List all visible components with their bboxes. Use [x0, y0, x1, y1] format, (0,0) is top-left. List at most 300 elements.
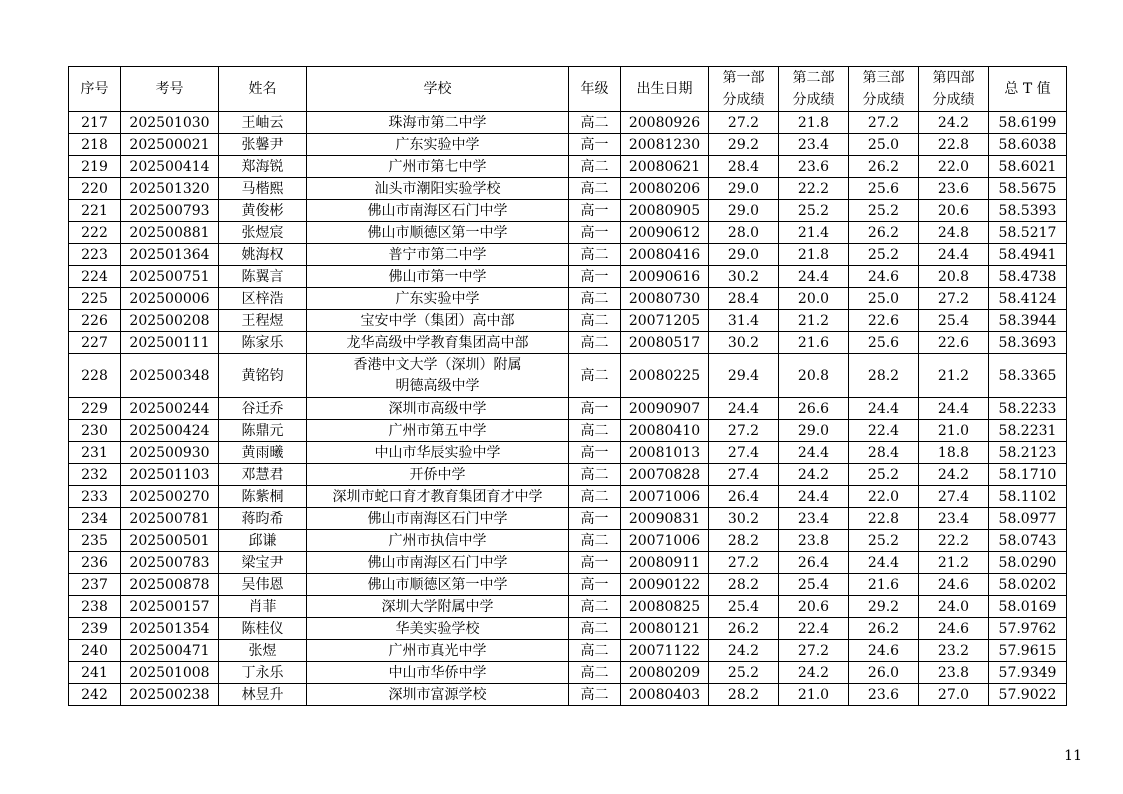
- cell-name: 区梓浩: [219, 288, 307, 310]
- table-row: [69, 200, 1067, 222]
- cell-part4-score: 22.0: [919, 156, 989, 178]
- school-name-line: 深圳市富源学校: [388, 686, 487, 703]
- cell-total-t: 58.0977: [989, 508, 1067, 530]
- cell-seq: 240: [69, 640, 121, 662]
- cell-grade: 高一: [569, 222, 621, 244]
- cell-total-t: 58.5217: [989, 222, 1067, 244]
- cell-birth-date: 20080209: [621, 662, 709, 684]
- cell-school: [307, 244, 569, 266]
- school-name-line: 广州市第五中学: [388, 422, 487, 439]
- cell-seq: 237: [69, 574, 121, 596]
- header-part4-line2: 分成绩: [932, 92, 975, 108]
- cell-total-t: 58.6038: [989, 134, 1067, 156]
- cell-grade: 高二: [569, 244, 621, 266]
- header-name: 姓名: [219, 67, 307, 112]
- school-name-line: 中山市华辰实验中学: [374, 444, 501, 461]
- cell-exam-no: 202500021: [121, 134, 219, 156]
- cell-birth-date: 20080730: [621, 288, 709, 310]
- cell-part4-score: 22.8: [919, 134, 989, 156]
- cell-part2-score: 25.2: [779, 200, 849, 222]
- school-name-line: 香港中文大学（深圳）附属: [353, 356, 522, 373]
- cell-part2-score: 24.4: [779, 442, 849, 464]
- cell-school: [307, 640, 569, 662]
- cell-total-t: 58.0169: [989, 596, 1067, 618]
- cell-part2-score: 20.0: [779, 288, 849, 310]
- cell-part4-score: 24.4: [919, 244, 989, 266]
- cell-birth-date: 20080621: [621, 156, 709, 178]
- cell-grade: 高二: [569, 332, 621, 354]
- cell-birth-date: 20071006: [621, 486, 709, 508]
- cell-birth-date: 20081230: [621, 134, 709, 156]
- cell-name: 邓慧君: [219, 464, 307, 486]
- school-name-line: 佛山市第一中学: [388, 268, 487, 285]
- cell-grade: 高二: [569, 530, 621, 552]
- cell-part1-score: 27.4: [709, 442, 779, 464]
- cell-name: 张煜宸: [219, 222, 307, 244]
- cell-part3-score: 25.6: [849, 332, 919, 354]
- cell-part4-score: 24.2: [919, 112, 989, 134]
- cell-seq: 236: [69, 552, 121, 574]
- table-row: [69, 178, 1067, 200]
- table-row: [69, 662, 1067, 684]
- cell-school: [307, 200, 569, 222]
- cell-exam-no: 202500208: [121, 310, 219, 332]
- cell-seq: 232: [69, 464, 121, 486]
- cell-part2-score: 21.8: [779, 112, 849, 134]
- cell-exam-no: 202500881: [121, 222, 219, 244]
- cell-grade: 高二: [569, 354, 621, 398]
- cell-part3-score: 24.6: [849, 266, 919, 288]
- school-name-line: 开侨中学: [409, 466, 466, 483]
- school-name-line: 佛山市顺德区第一中学: [367, 576, 508, 593]
- cell-seq: 227: [69, 332, 121, 354]
- cell-part3-score: 24.6: [849, 640, 919, 662]
- cell-part2-score: 21.2: [779, 310, 849, 332]
- cell-part1-score: 25.2: [709, 662, 779, 684]
- cell-grade: 高一: [569, 398, 621, 420]
- school-name-line: 广州市真光中学: [388, 642, 487, 659]
- cell-part4-score: 18.8: [919, 442, 989, 464]
- cell-part1-score: 29.0: [709, 244, 779, 266]
- cell-part4-score: 23.4: [919, 508, 989, 530]
- cell-grade: 高二: [569, 618, 621, 640]
- cell-part1-score: 27.2: [709, 552, 779, 574]
- cell-part2-score: 26.4: [779, 552, 849, 574]
- cell-name: 林昱升: [219, 684, 307, 706]
- cell-part4-score: 23.8: [919, 662, 989, 684]
- cell-exam-no: 202500111: [121, 332, 219, 354]
- cell-part2-score: 21.8: [779, 244, 849, 266]
- cell-part1-score: 28.2: [709, 684, 779, 706]
- cell-part2-score: 24.4: [779, 486, 849, 508]
- table-row: [69, 508, 1067, 530]
- cell-seq: 228: [69, 354, 121, 398]
- cell-school: [307, 332, 569, 354]
- cell-part4-score: 24.0: [919, 596, 989, 618]
- cell-total-t: 58.1710: [989, 464, 1067, 486]
- cell-birth-date: 20080121: [621, 618, 709, 640]
- header-part1-line1: 第一部: [722, 70, 765, 86]
- cell-grade: 高二: [569, 288, 621, 310]
- cell-birth-date: 20080825: [621, 596, 709, 618]
- cell-grade: 高二: [569, 684, 621, 706]
- cell-school: [307, 354, 569, 398]
- cell-exam-no: 202500781: [121, 508, 219, 530]
- header-part3-score: [849, 67, 919, 112]
- cell-total-t: 58.0202: [989, 574, 1067, 596]
- cell-name: 马楷熙: [219, 178, 307, 200]
- cell-name: 姚海权: [219, 244, 307, 266]
- table-row: [69, 288, 1067, 310]
- school-name-line: 深圳市高级中学: [388, 400, 487, 417]
- cell-part2-score: 23.4: [779, 134, 849, 156]
- table-row: [69, 574, 1067, 596]
- cell-part2-score: 23.6: [779, 156, 849, 178]
- cell-total-t: 58.3693: [989, 332, 1067, 354]
- cell-seq: 241: [69, 662, 121, 684]
- cell-school: [307, 530, 569, 552]
- cell-name: 陈鼎元: [219, 420, 307, 442]
- cell-birth-date: 20070828: [621, 464, 709, 486]
- cell-part1-score: 30.2: [709, 508, 779, 530]
- school-name-line: 广东实验中学: [395, 136, 480, 153]
- cell-part1-score: 31.4: [709, 310, 779, 332]
- cell-name: 黄俊彬: [219, 200, 307, 222]
- cell-part4-score: 20.8: [919, 266, 989, 288]
- cell-school: [307, 574, 569, 596]
- cell-part3-score: 25.0: [849, 134, 919, 156]
- table-row: [69, 640, 1067, 662]
- cell-name: 陈紫桐: [219, 486, 307, 508]
- cell-part3-score: 25.2: [849, 530, 919, 552]
- cell-part3-score: 23.6: [849, 684, 919, 706]
- cell-name: 邱谦: [219, 530, 307, 552]
- cell-birth-date: 20080206: [621, 178, 709, 200]
- cell-total-t: 58.2123: [989, 442, 1067, 464]
- school-name-line: 佛山市顺德区第一中学: [367, 224, 508, 241]
- cell-part3-score: 26.2: [849, 222, 919, 244]
- cell-part3-score: 25.0: [849, 288, 919, 310]
- cell-exam-no: 202500414: [121, 156, 219, 178]
- cell-school: [307, 420, 569, 442]
- cell-part4-score: 21.2: [919, 354, 989, 398]
- school-name-line: 珠海市第二中学: [388, 114, 487, 131]
- table-row: [69, 310, 1067, 332]
- cell-exam-no: 202500793: [121, 200, 219, 222]
- cell-part3-score: 26.0: [849, 662, 919, 684]
- cell-birth-date: 20080905: [621, 200, 709, 222]
- cell-part3-score: 24.4: [849, 552, 919, 574]
- cell-seq: 234: [69, 508, 121, 530]
- cell-part1-score: 28.2: [709, 574, 779, 596]
- cell-school: [307, 288, 569, 310]
- cell-name: 肖菲: [219, 596, 307, 618]
- cell-grade: 高二: [569, 178, 621, 200]
- cell-school: [307, 112, 569, 134]
- cell-birth-date: 20090907: [621, 398, 709, 420]
- cell-part2-score: 24.2: [779, 464, 849, 486]
- cell-part4-score: 21.2: [919, 552, 989, 574]
- cell-seq: 230: [69, 420, 121, 442]
- cell-birth-date: 20071122: [621, 640, 709, 662]
- cell-grade: 高二: [569, 596, 621, 618]
- cell-birth-date: 20090122: [621, 574, 709, 596]
- cell-part1-score: 28.0: [709, 222, 779, 244]
- cell-part1-score: 27.4: [709, 464, 779, 486]
- cell-part1-score: 30.2: [709, 332, 779, 354]
- cell-part3-score: 28.2: [849, 354, 919, 398]
- school-name-line: 广州市执信中学: [388, 532, 487, 549]
- cell-part2-score: 23.4: [779, 508, 849, 530]
- cell-name: 郑海锐: [219, 156, 307, 178]
- cell-grade: 高一: [569, 134, 621, 156]
- cell-exam-no: 202501008: [121, 662, 219, 684]
- cell-seq: 231: [69, 442, 121, 464]
- cell-part4-score: 22.6: [919, 332, 989, 354]
- cell-part4-score: 24.6: [919, 574, 989, 596]
- cell-seq: 222: [69, 222, 121, 244]
- cell-grade: 高二: [569, 486, 621, 508]
- cell-exam-no: 202500157: [121, 596, 219, 618]
- cell-part2-score: 21.0: [779, 684, 849, 706]
- table-row: [69, 464, 1067, 486]
- cell-birth-date: 20080410: [621, 420, 709, 442]
- cell-name: 吴伟恩: [219, 574, 307, 596]
- cell-grade: 高一: [569, 442, 621, 464]
- table-row: [69, 420, 1067, 442]
- cell-school: [307, 156, 569, 178]
- cell-part1-score: 24.2: [709, 640, 779, 662]
- cell-birth-date: 20090612: [621, 222, 709, 244]
- table-row: [69, 244, 1067, 266]
- cell-seq: 217: [69, 112, 121, 134]
- cell-part4-score: 24.6: [919, 618, 989, 640]
- cell-part4-score: 24.2: [919, 464, 989, 486]
- cell-seq: 221: [69, 200, 121, 222]
- cell-grade: 高一: [569, 266, 621, 288]
- cell-name: 陈桂仪: [219, 618, 307, 640]
- cell-total-t: 58.5393: [989, 200, 1067, 222]
- table-row: [69, 156, 1067, 178]
- school-name-line: 明德高级中学: [395, 377, 480, 394]
- cell-part2-score: 20.6: [779, 596, 849, 618]
- table-row: [69, 442, 1067, 464]
- school-name-line: 宝安中学（集团）高中部: [360, 312, 515, 329]
- cell-birth-date: 20080517: [621, 332, 709, 354]
- cell-part1-score: 28.2: [709, 530, 779, 552]
- header-part4-line1: 第四部: [932, 70, 975, 86]
- cell-school: [307, 442, 569, 464]
- results-table: [68, 66, 1067, 706]
- cell-school: [307, 134, 569, 156]
- cell-total-t: 57.9615: [989, 640, 1067, 662]
- cell-grade: 高二: [569, 310, 621, 332]
- cell-seq: 218: [69, 134, 121, 156]
- cell-exam-no: 202500783: [121, 552, 219, 574]
- cell-part3-score: 28.4: [849, 442, 919, 464]
- cell-birth-date: 20071006: [621, 530, 709, 552]
- cell-name: 王岫云: [219, 112, 307, 134]
- cell-exam-no: 202500238: [121, 684, 219, 706]
- cell-name: 梁宝尹: [219, 552, 307, 574]
- cell-name: 蒋昀希: [219, 508, 307, 530]
- cell-exam-no: 202500424: [121, 420, 219, 442]
- header-part3-line1: 第三部: [862, 70, 905, 86]
- cell-seq: 219: [69, 156, 121, 178]
- cell-total-t: 58.4738: [989, 266, 1067, 288]
- cell-exam-no: 202500244: [121, 398, 219, 420]
- cell-school: [307, 618, 569, 640]
- cell-school: [307, 178, 569, 200]
- cell-seq: 229: [69, 398, 121, 420]
- school-name-line: 深圳市蛇口育才教育集团育才中学: [332, 488, 543, 505]
- school-name-line: 华美实验学校: [395, 620, 480, 637]
- cell-part2-score: 22.2: [779, 178, 849, 200]
- cell-part3-score: 22.4: [849, 420, 919, 442]
- cell-name: 黄雨曦: [219, 442, 307, 464]
- cell-school: [307, 310, 569, 332]
- cell-exam-no: 202500348: [121, 354, 219, 398]
- cell-name: 黄铭钧: [219, 354, 307, 398]
- cell-part3-score: 27.2: [849, 112, 919, 134]
- cell-seq: 225: [69, 288, 121, 310]
- cell-name: 丁永乐: [219, 662, 307, 684]
- school-name-line: 佛山市南海区石门中学: [367, 554, 508, 571]
- header-grade: 年级: [569, 67, 621, 112]
- cell-birth-date: 20080911: [621, 552, 709, 574]
- cell-school: [307, 398, 569, 420]
- cell-part1-score: 28.4: [709, 288, 779, 310]
- cell-seq: 220: [69, 178, 121, 200]
- cell-grade: 高一: [569, 552, 621, 574]
- cell-part2-score: 29.0: [779, 420, 849, 442]
- header-seq: 序号: [69, 67, 121, 112]
- table-row: [69, 486, 1067, 508]
- cell-name: 张馨尹: [219, 134, 307, 156]
- cell-seq: 223: [69, 244, 121, 266]
- cell-part2-score: 22.4: [779, 618, 849, 640]
- cell-total-t: 57.9762: [989, 618, 1067, 640]
- cell-birth-date: 20080926: [621, 112, 709, 134]
- cell-total-t: 58.5675: [989, 178, 1067, 200]
- cell-exam-no: 202501320: [121, 178, 219, 200]
- cell-exam-no: 202501354: [121, 618, 219, 640]
- cell-part2-score: 23.8: [779, 530, 849, 552]
- school-name-line: 深圳大学附属中学: [381, 598, 494, 615]
- cell-exam-no: 202500501: [121, 530, 219, 552]
- cell-part2-score: 24.2: [779, 662, 849, 684]
- table-row: [69, 266, 1067, 288]
- cell-part3-score: 22.6: [849, 310, 919, 332]
- cell-part4-score: 23.6: [919, 178, 989, 200]
- cell-grade: 高二: [569, 464, 621, 486]
- cell-part2-score: 27.2: [779, 640, 849, 662]
- cell-part1-score: 24.4: [709, 398, 779, 420]
- cell-part4-score: 27.4: [919, 486, 989, 508]
- cell-part3-score: 24.4: [849, 398, 919, 420]
- cell-total-t: 57.9022: [989, 684, 1067, 706]
- cell-part1-score: 29.2: [709, 134, 779, 156]
- cell-seq: 233: [69, 486, 121, 508]
- school-name-line: 汕头市潮阳实验学校: [374, 180, 501, 197]
- cell-exam-no: 202501103: [121, 464, 219, 486]
- cell-school: [307, 662, 569, 684]
- cell-school: [307, 266, 569, 288]
- cell-name: 张煜: [219, 640, 307, 662]
- cell-part4-score: 24.8: [919, 222, 989, 244]
- cell-grade: 高一: [569, 574, 621, 596]
- cell-part3-score: 22.8: [849, 508, 919, 530]
- school-name-line: 广州市第七中学: [388, 158, 487, 175]
- cell-part1-score: 29.0: [709, 178, 779, 200]
- cell-seq: 238: [69, 596, 121, 618]
- cell-birth-date: 20090616: [621, 266, 709, 288]
- cell-school: [307, 508, 569, 530]
- school-name-line: 广东实验中学: [395, 290, 480, 307]
- cell-part3-score: 21.6: [849, 574, 919, 596]
- cell-part4-score: 23.2: [919, 640, 989, 662]
- cell-seq: 242: [69, 684, 121, 706]
- header-part2-line2: 分成绩: [792, 92, 835, 108]
- table-row: [69, 112, 1067, 134]
- cell-name: 陈翼言: [219, 266, 307, 288]
- cell-exam-no: 202500751: [121, 266, 219, 288]
- cell-exam-no: 202500270: [121, 486, 219, 508]
- cell-seq: 226: [69, 310, 121, 332]
- cell-part1-score: 30.2: [709, 266, 779, 288]
- school-name-line: 龙华高级中学教育集团高中部: [346, 334, 529, 351]
- cell-part1-score: 25.4: [709, 596, 779, 618]
- cell-part3-score: 25.6: [849, 178, 919, 200]
- cell-part4-score: 27.2: [919, 288, 989, 310]
- cell-part2-score: 20.8: [779, 354, 849, 398]
- cell-birth-date: 20080403: [621, 684, 709, 706]
- cell-total-t: 58.2231: [989, 420, 1067, 442]
- cell-part4-score: 22.2: [919, 530, 989, 552]
- header-part3-line2: 分成绩: [862, 92, 905, 108]
- page-number: 11: [1064, 748, 1082, 764]
- table-row: [69, 684, 1067, 706]
- school-name-line: 佛山市南海区石门中学: [367, 202, 508, 219]
- cell-part1-score: 28.4: [709, 156, 779, 178]
- cell-part1-score: 27.2: [709, 420, 779, 442]
- cell-grade: 高二: [569, 662, 621, 684]
- cell-part3-score: 22.0: [849, 486, 919, 508]
- school-name-line: 普宁市第二中学: [388, 246, 487, 263]
- cell-total-t: 57.9349: [989, 662, 1067, 684]
- cell-birth-date: 20080225: [621, 354, 709, 398]
- cell-part2-score: 21.6: [779, 332, 849, 354]
- cell-total-t: 58.0743: [989, 530, 1067, 552]
- cell-exam-no: 202500471: [121, 640, 219, 662]
- cell-grade: 高二: [569, 156, 621, 178]
- table-row: [69, 134, 1067, 156]
- table-header-row: [69, 67, 1067, 112]
- cell-exam-no: 202501364: [121, 244, 219, 266]
- table-row: [69, 332, 1067, 354]
- table-row: [69, 530, 1067, 552]
- header-school: 学校: [307, 67, 569, 112]
- cell-part1-score: 26.2: [709, 618, 779, 640]
- cell-part3-score: 29.2: [849, 596, 919, 618]
- cell-seq: 224: [69, 266, 121, 288]
- cell-part2-score: 24.4: [779, 266, 849, 288]
- cell-total-t: 58.3365: [989, 354, 1067, 398]
- cell-school: [307, 684, 569, 706]
- cell-part3-score: 25.2: [849, 464, 919, 486]
- cell-part2-score: 21.4: [779, 222, 849, 244]
- cell-total-t: 58.0290: [989, 552, 1067, 574]
